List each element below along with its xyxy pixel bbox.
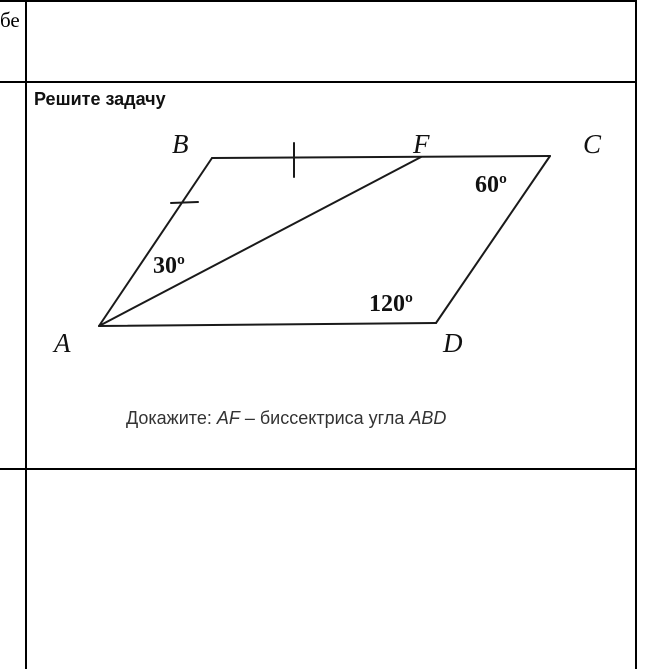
caption-angle: ABD — [409, 408, 447, 428]
task-caption — [126, 409, 446, 427]
caption-segment: AF — [216, 408, 240, 428]
caption-prefix: Докажите: — [126, 408, 217, 428]
task-title: Решите задачу — [34, 89, 166, 109]
vertex-label-a: A — [54, 328, 71, 358]
caption-middle: – биссектриса угла — [239, 408, 410, 428]
vertex-label-b: B — [172, 129, 189, 159]
angle-label-a: 30º — [153, 253, 185, 279]
truncated-cell-text: бе — [0, 8, 20, 32]
vertex-label-c: C — [583, 129, 602, 159]
angle-label-c: 60º — [475, 172, 507, 198]
angle-label-d: 120º — [369, 291, 413, 317]
vertex-label-f: F — [413, 129, 430, 159]
tick-mark-ab — [171, 202, 198, 203]
side-bc — [212, 156, 550, 158]
vertex-label-d: D — [443, 328, 463, 358]
side-da — [99, 323, 436, 326]
side-ab — [99, 158, 212, 326]
